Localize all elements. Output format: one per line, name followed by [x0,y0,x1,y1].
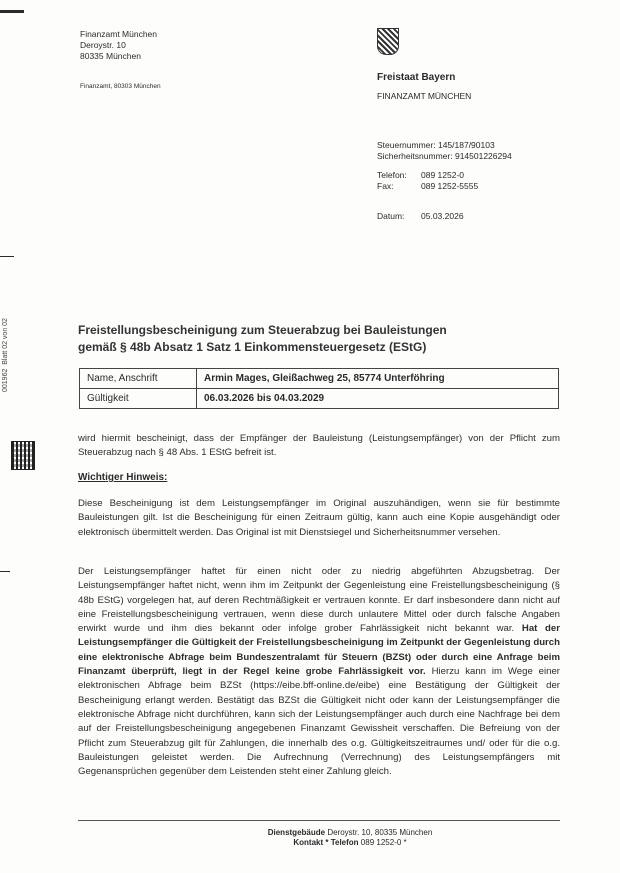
document-date: 05.03.2026 [421,211,464,221]
fold-mark-mid [0,256,14,257]
validity-value: 06.03.2026 bis 04.03.2029 [197,389,559,409]
footer-contact: Kontakt * Telefon 089 1252-0 * [293,838,407,847]
authority-office: FINANZAMT MÜNCHEN [377,91,472,101]
side-page-code: 001962 Blatt 02 von 02 [2,318,9,392]
date-row: Datum: 05.03.2026 [377,211,464,221]
footer [150,828,550,848]
punch-mark [0,571,10,572]
title-line-2: gemäß § 48b Absatz 1 Satz 1 Einkommensteuergesetz (EStG) [78,340,427,354]
sender-street: Deroystr. 10 [80,40,126,50]
notice-paragraph-2: Der Leistungsempfänger haftet für einen nicht oder zu niedrig abgeführten Abzugsbetrag. Der Leistungsempfänger haftet nicht, wenn ihm im Zeitpunkt der Gegenleistung eine Freistellungsbescheinigung (§ 48b EStG) vorgelegen hat, auf deren Rechtmäßigkeit er vertrauen konnte. Er darf insbesondere dann nicht auf eine Freistellungsbescheinigung vertrauen, wenn diese durch unlautere Mittel oder durch falsche Angaben erwirkt wurde und ihm dies bekannt oder infolge grober Fahrlässigkeit nicht bekannt war. Hat der Leistungsempfänger die Gültigkeit der Freistellungsbescheinigung im Zeitpunkt der Gegenleistung durch eine elektronische Abfrage beim Bundeszentralamt für Steuern (BZSt) oder durch eine Anfrage beim Finanzamt überprüft, liegt in der Regel keine grobe Fahrlässigkeit vor. Hierzu kann im Wege einer elektronischen Abfrage beim BZSt (https://eibe.bff-online.de/eibe) eine Bestätigung der Gültigkeit der Bescheinigung erlangt werden. Bestätigt das BZSt die Gültigkeit nicht oder kann der Leistungsempfänger die elektronische Abfrage nicht durchführen, kann sich der Leistungsempfänger auch durch eine Nachfrage bei dem auf der Freistellungsbescheinigung angegebenen Finanzamt Gewissheit verschaffen. Die Befreiung von der Pflicht zum Steuerabzug gilt für Zahlungen, die innerhalb des o.g. Gültigkeitszeitraumes und/ oder für die o.g. Bauleistungen geleistet werden. Die Aufrechnung (Verrechnung) des Leistungsempfängers mit Gegenansprüchen gegenüber dem Leistenden steht einer Zahlung gleich. [78,566,560,778]
tax-number-row: Steuernummer: 145/187/90103 [377,140,495,150]
contact-block [377,170,478,192]
fax-number: 089 1252-5555 [421,181,479,191]
tax-number: 145/187/90103 [437,140,495,150]
phone-number: 089 1252-0 [421,170,465,180]
document-title [78,322,447,356]
bavaria-crest-icon [377,28,399,55]
authority-state: Freistaat Bayern [377,72,456,83]
footer-building: Dienstgebäude Deroystr. 10, 80335 München [267,828,433,837]
important-notice-heading: Wichtiger Hinweis: [78,472,168,483]
sender-address [80,29,157,62]
return-address: Finanzamt, 80303 München [80,83,161,90]
phone-row: Telefon: 089 1252-0 [377,170,465,180]
sender-name: Finanzamt München [80,29,158,39]
security-number: 914501226294 [454,151,512,161]
validity-label: Gültigkeit [80,389,197,409]
notice-paragraph-1: Diese Bescheinigung ist dem Leistungsempfänger im Original auszuhändigen, wenn sie für bestimmte Bauleistungen gilt. Ist die Bescheinigung für einen Zeitraum gültig, kann auch eine Kopie ausgehändigt oder elektronisch übermittelt werden. Das Original ist mit Dienstsiegel und Sicherheitsnummer versehen. [78,498,560,538]
security-number-row: Sicherheitsnummer: 914501226294 [377,151,512,161]
footer-divider [78,820,560,821]
title-line-1: Freistellungsbescheinigung zum Steuerabzug bei Bauleistungen [78,323,447,337]
intro-paragraph: wird hiermit bescheinigt, dass der Empfänger der Bauleistung (Leistungsempfänger) von der Pflicht zum Steuerabzug nach § 48 Abs. 1 EStG befreit ist. [78,433,560,459]
qr-code-icon [11,441,35,470]
table-row [80,389,559,409]
sender-city: 80335 München [80,51,141,61]
name-label: Name, Anschrift [80,369,197,389]
name-value: Armin Mages, Gleißachweg 25, 85774 Unterföhring [197,369,559,389]
table-row [80,369,559,389]
recipient-table [79,368,559,409]
reference-block [377,140,512,162]
fax-row: Fax: 089 1252-5555 [377,181,479,191]
fold-mark-top [0,10,24,13]
